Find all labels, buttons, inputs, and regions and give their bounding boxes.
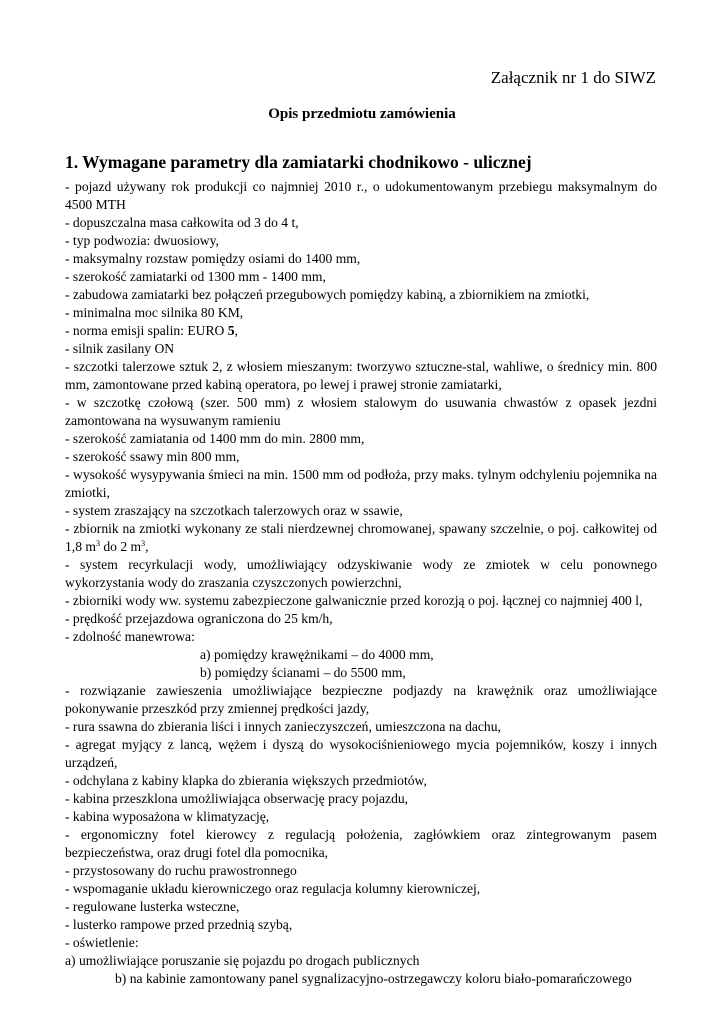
requirement-subitem: b) na kabinie zamontowany panel sygnalizacyjno-ostrzegawczy koloru biało-pomarańczowego [115,971,632,986]
requirement-item: - typ podwozia: dwuosiowy, [65,233,219,248]
requirement-item [65,322,657,340]
requirement-punct: , [145,539,149,554]
requirement-item: - system recyrkulacji wody, umożliwiający odzyskiwanie wody ze zmiotek w celu ponownego wykorzystania wody do zraszania czyszczonych powierzchni, [65,557,657,590]
requirement-item: - oświetlenie: [65,935,139,950]
requirement-item: - pojazd używany rok produkcji co najmniej 2010 r., o udokumentowanym przebiegu maksymalnym do 4500 MTH [65,179,657,212]
requirement-item: - zabudowa zamiatarki bez połączeń przegubowych pomiędzy kabiną, a zbiornikiem na zmiotki, [65,287,590,302]
requirement-item: - rozwiązanie zawieszenia umożliwiające bezpieczne podjazdy na krawężnik oraz umożliwiające pokonywanie przeszkód przy zmiennej prędkości jazdy, [65,683,657,716]
requirement-item: - maksymalny rozstaw pomiędzy osiami do 1400 mm, [65,251,361,266]
requirement-item: a) umożliwiające poruszanie się pojazdu po drogach publicznych [65,953,420,968]
requirement-item: - kabina wyposażona w klimatyzację, [65,809,270,824]
requirement-item: - regulowane lusterka wsteczne, [65,899,240,914]
requirement-item [65,520,657,556]
requirement-subitem: a) pomiędzy krawężnikami – do 4000 mm, [200,647,434,662]
requirement-item: - lusterko rampowe przed przednią szybą, [65,917,293,932]
requirement-subitem: b) pomiędzy ścianami – do 5500 mm, [200,665,406,680]
requirement-item: - silnik zasilany ON [65,341,175,356]
requirement-text: - zbiornik na zmiotki wykonany ze stali nierdzewnej chromowanej, spawany szczelnie, o poj. całkowitej od 1,8 m [65,521,657,554]
requirement-item: - minimalna moc silnika 80 KM, [65,305,244,320]
requirement-item: - szczotki talerzowe sztuk 2, z włosiem mieszanym: tworzywo sztuczne-stal, wahliwe, o średnicy min. 800 mm, zamontowane przed kabiną operatora, po lewej i prawej stronie zamiatarki, [65,359,657,392]
requirement-text: do 2 m [99,539,142,554]
requirement-item: - zbiorniki wody ww. systemu zabezpieczone galwanicznie przed korozją o poj. łącznej co najmniej 400 l, [65,593,643,608]
requirement-item: - prędkość przejazdowa ograniczona do 25 km/h, [65,611,333,626]
annex-label: Załącznik nr 1 do SIWZ [490,68,656,87]
euro-class-value: 5 [227,323,235,338]
document-subject: Opis przedmiotu zamówienia [268,106,456,122]
requirement-item: - dopuszczalna masa całkowita od 3 do 4 t, [65,215,299,230]
requirement-item: - przystosowany do ruchu prawostronnego [65,863,297,878]
requirements-list [65,178,657,988]
requirement-item: - ergonomiczny fotel kierowcy z regulacją położenia, zagłówkiem oraz zintegrowanym pasem bezpieczeństwa, oraz drugi fotel dla pomocnika, [65,827,657,860]
requirement-item: - agregat myjący z lancą, wężem i dyszą do wysokociśnieniowego mycia pojemników, koszy i innych urządzeń, [65,737,657,770]
superscript: 3 [141,539,146,548]
section-heading: 1. Wymagane parametry dla zamiatarki chodnikowo - ulicznej [65,152,532,172]
requirement-item: - w szczotkę czołową (szer. 500 mm) z włosiem stalowym do usuwania chwastów z opasek jezdni zamontowana na wysuwanym ramieniu [65,395,657,428]
requirement-item: - system zraszający na szczotkach talerzowych oraz w ssawie, [65,503,403,518]
requirement-text: - norma emisji spalin: EURO [65,323,225,338]
requirement-punct: , [234,323,238,338]
requirement-item: - wysokość wysypywania śmieci na min. 1500 mm od podłoża, przy maks. tylnym odchyleniu pojemnika na zmiotki, [65,467,657,500]
requirement-item: - szerokość zamiatarki od 1300 mm - 1400 mm, [65,269,326,284]
requirement-item: - wspomaganie układu kierowniczego oraz regulacja kolumny kierowniczej, [65,881,481,896]
superscript: 3 [95,539,100,548]
requirement-item: - rura ssawna do zbierania liści i innych zanieczyszczeń, umieszczona na dachu, [65,719,501,734]
requirement-item: - szerokość ssawy min 800 mm, [65,449,240,464]
requirement-item: - szerokość zamiatania od 1400 mm do min. 2800 mm, [65,431,365,446]
requirement-item: - kabina przeszklona umożliwiająca obserwację pracy pojazdu, [65,791,409,806]
requirement-item: - odchylana z kabiny klapka do zbierania większych przedmiotów, [65,773,427,788]
requirement-item: - zdolność manewrowa: [65,629,195,644]
